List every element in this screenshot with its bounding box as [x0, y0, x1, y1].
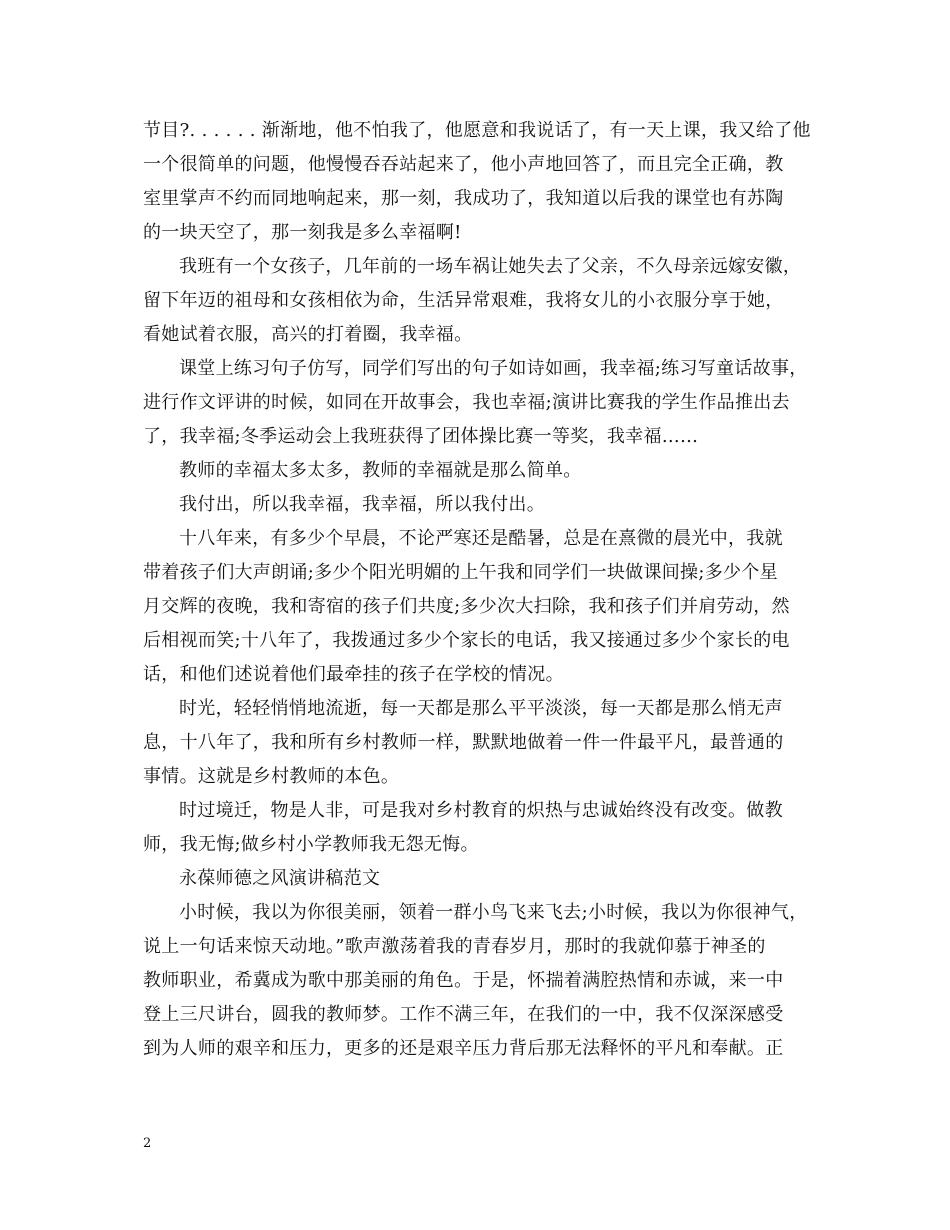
text-line: 留下年迈的祖母和女孩相依为命，生活异常艰难，我将女儿的小衣服分享于她，: [143, 290, 784, 311]
text-line: 话，和他们述说着他们最牵挂的孩子在学校的情况。: [143, 664, 564, 685]
paragraph-first-line: 课堂上练习句子仿写，同学们写出的句子如诗如画，我幸福;练习写童话故事，: [179, 358, 808, 379]
text-line: 到为人师的艰辛和压力，更多的还是艰辛压力背后那无法释怀的平凡和奉献。正: [143, 1038, 784, 1059]
paragraph-first-line: 时过境迁，物是人非，可是我对乡村教育的炽热与忠诚始终没有改变。做教: [179, 800, 783, 821]
paragraph-first-line: 我班有一个女孩子，几年前的一场车祸让她失去了父亲，不久母亲远嫁安徽，: [179, 256, 802, 277]
document-body: [143, 114, 813, 1066]
page-number: 2: [143, 1136, 152, 1151]
text-line: 室里掌声不约而同地响起来，那一刻，我成功了，我知道以后我的课堂也有苏陶: [143, 188, 784, 209]
paragraph-first-line: 我付出，所以我幸福，我幸福，所以我付出。: [179, 494, 545, 515]
paragraph-first-line: 教师的幸福太多太多，教师的幸福就是那么简单。: [179, 460, 582, 481]
text-line: 节目?. . . . . . 渐渐地，他不怕我了，他愿意和我说话了，有一天上课，我又给了他: [143, 120, 811, 141]
paragraph-first-line: 十八年来，有多少个早晨，不论严寒还是酷暑，总是在熹微的晨光中，我就: [179, 528, 783, 549]
text-line: 月交辉的夜晚，我和寄宿的孩子们共度;多少次大扫除，我和孩子们并肩劳动，然: [143, 596, 790, 617]
text-line: 息，十八年了，我和所有乡村教师一样，默默地做着一件一件最平凡，最普通的: [143, 732, 784, 753]
paragraph-first-line: 小时候，我以为你很美丽，领着一群小鸟飞来飞去;小时候，我以为你很神气，: [179, 902, 808, 923]
section-heading: 永葆师德之风演讲稿范文: [179, 868, 381, 889]
text-line: 登上三尺讲台，圆我的教师梦。工作不满三年，在我们的一中，我不仅深深感受: [143, 1004, 784, 1025]
text-line: 的一块天空了，那一刻我是多么幸福啊!: [143, 222, 462, 243]
text-line: 事情。这就是乡村教师的本色。: [143, 766, 400, 787]
text-line: 师，我无悔;做乡村小学教师我无怨无悔。: [143, 834, 479, 855]
text-line: 后相视而笑;十八年了，我拨通过多少个家长的电话，我又接通过多少个家长的电: [143, 630, 790, 651]
text-line: 了，我幸福;冬季运动会上我班获得了团体操比赛一等奖，我幸福……: [143, 426, 699, 447]
text-line: 教师职业，希冀成为歌中那美丽的角色。于是，怀揣着满腔热情和赤诚，来一中: [143, 970, 784, 991]
paragraph-first-line: 时光，轻轻悄悄地流逝，每一天都是那么平平淡淡，每一天都是那么悄无声: [179, 698, 783, 719]
text-line: 看她试着衣服，高兴的打着圈，我幸福。: [143, 324, 473, 345]
text-line: 带着孩子们大声朗诵;多少个阳光明媚的上午我和同学们一块做课间操;多少个星: [143, 562, 778, 583]
text-line: 说上一句话来惊天动地。”歌声激荡着我的青春岁月，那时的我就仰慕于神圣的: [143, 936, 766, 957]
text-line: 进行作文评讲的时候，如同在开故事会，我也幸福;演讲比赛我的学生作品推出去: [143, 392, 790, 413]
text-line: 一个很简单的问题，他慢慢吞吞站起来了，他小声地回答了，而且完全正确，教: [143, 154, 784, 175]
